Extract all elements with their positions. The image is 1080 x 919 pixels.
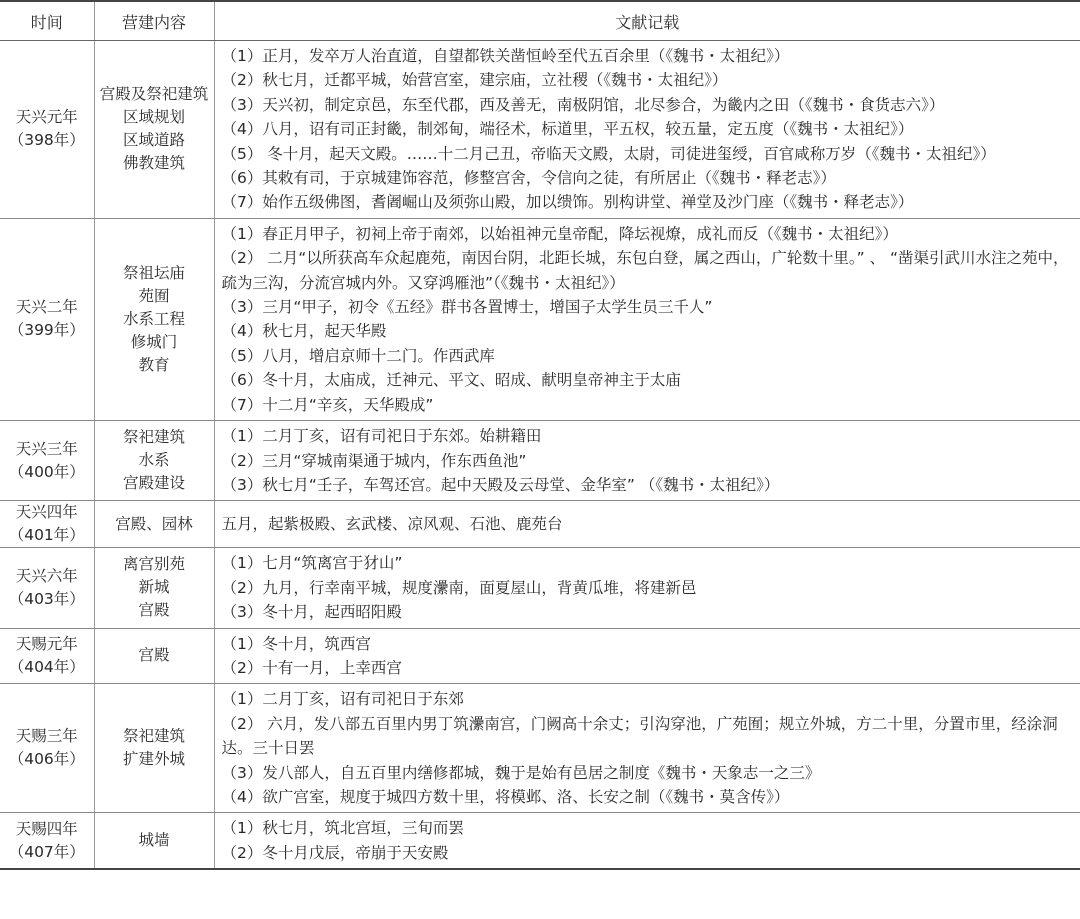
- construction-item: 城墙: [138, 831, 170, 850]
- record-entry: （4）八月，诏有司正封畿，制郊甸，端径术，标道里，平五权，较五量，定五度（《魏书・太祖纪》）: [221, 120, 914, 139]
- reign-year: 天兴四年: [15, 503, 78, 522]
- reign-year: 天兴六年: [15, 566, 78, 585]
- table-row: [0, 41, 1080, 219]
- table-row: [0, 218, 1080, 420]
- records-cell: [214, 218, 1080, 420]
- construction-content-cell: [94, 813, 214, 869]
- construction-item: 宫殿及祭祀建筑: [99, 85, 209, 104]
- record-entry: （3）冬十月，起西昭阳殿: [221, 603, 402, 622]
- record-entry: （2）秋七月，迁都平城，始营宫室，建宗庙，立社稷（《魏书・太祖纪》）: [221, 71, 728, 90]
- record-entry: （7）十二月“辛亥，天华殿成”: [221, 395, 434, 414]
- time-cell: [0, 421, 94, 501]
- table-row: [0, 501, 1080, 548]
- ad-year: （398年）: [8, 131, 85, 150]
- record-entry: （1）正月，发卒万人治直道，自望都铁关凿恒岭至代五百余里（《魏书・太祖纪》）: [221, 47, 790, 65]
- record-entry: （2）九月，行幸南平城，规度㶟南，面夏屋山，背黄瓜堆，将建新邑: [221, 578, 697, 597]
- construction-content-cell: [94, 41, 214, 219]
- construction-item: 苑囿: [138, 286, 170, 305]
- records-cell: [214, 628, 1080, 684]
- ad-year: （401年）: [8, 526, 85, 545]
- ad-year: （407年）: [8, 842, 85, 861]
- record-entry: （4）秋七月，起天华殿: [221, 322, 387, 341]
- record-entry: （2）十有一月，上幸西宫: [221, 658, 402, 677]
- header-content: 营建内容: [94, 1, 214, 41]
- record-entry: （7）始作五级佛图，耆阇崛山及须弥山殿，加以缋饰。别构讲堂、禅堂及沙门座（《魏书・释老志》）: [221, 193, 914, 212]
- construction-item: 区域道路: [122, 131, 185, 150]
- construction-item: 教育: [138, 355, 170, 374]
- record-entry: （1）冬十月，筑西宫: [221, 634, 371, 653]
- construction-content-cell: [94, 628, 214, 684]
- time-cell: [0, 684, 94, 813]
- ad-year: （404年）: [8, 657, 85, 676]
- header-row: [0, 1, 1080, 41]
- construction-content-cell: [94, 218, 214, 420]
- records-cell: [214, 548, 1080, 628]
- table-row: [0, 548, 1080, 628]
- time-cell: [0, 628, 94, 684]
- time-cell: [0, 41, 94, 219]
- record-entry: （2）三月“穿城南渠通于城内，作东西鱼池”: [221, 451, 527, 470]
- record-entry: （5）八月，增启京师十二门。作西武库: [221, 346, 495, 365]
- record-entry: （3）秋七月“壬子，车驾还宫。起中天殿及云母堂、金华室” （《魏书・太祖纪》）: [221, 475, 780, 494]
- record-entry: （6）其敕有司，于京城建饰容范，修整宫舍，令信向之徒，有所居止（《魏书・释老志》）: [221, 169, 836, 188]
- ad-year: （400年）: [8, 462, 85, 481]
- ad-year: （406年）: [8, 750, 85, 769]
- reign-year: 天兴三年: [15, 439, 78, 458]
- record-entry: （1）秋七月，筑北宫垣，三旬而罢: [221, 819, 464, 838]
- records-cell: [214, 41, 1080, 219]
- records-cell: [214, 813, 1080, 869]
- record-entry: （1）二月丁亥，诏有司祀日于东郊: [221, 690, 464, 709]
- construction-item: 扩建外城: [122, 750, 185, 769]
- construction-item: 离宫别苑: [122, 555, 185, 574]
- construction-content-cell: [94, 501, 214, 548]
- records-cell: [214, 421, 1080, 501]
- record-entry: （1）七月“筑离宫于犲山”: [221, 554, 403, 573]
- record-entry: （2） 二月“以所获高车众起鹿苑，南因台阴，北距长城，东包白登，属之西山，广轮数十里。” 、 “凿渠引武川水注之苑中，疏为三沟，分流宫城内外。又穿鸿雁池”（《魏书・太祖纪》）: [221, 249, 1069, 292]
- record-entry: （3）天兴初，制定京邑，东至代郡，西及善无，南极阴馆，北尽参合，为畿内之田（《魏书・食货志六》）: [221, 95, 945, 114]
- construction-item: 祭祀建筑: [122, 727, 185, 746]
- record-entry: （3）三月“甲子，初令《五经》群书各置博士，增国子太学生员三千人”: [221, 298, 713, 317]
- table-row: [0, 684, 1080, 813]
- ad-year: （399年）: [8, 321, 85, 340]
- table-row: [0, 421, 1080, 501]
- time-cell: [0, 813, 94, 869]
- record-entry: （1）春正月甲子，初祠上帝于南郊，以始祖神元皇帝配，降坛视燎，成礼而反（《魏书・太祖纪》）: [221, 224, 898, 243]
- construction-item: 宫殿、园林: [115, 514, 193, 533]
- time-cell: [0, 218, 94, 420]
- reign-year: 天赐三年: [15, 727, 78, 746]
- record-entry: （3）发八部人，自五百里内缮修都城，魏于是始有邑居之制度《魏书・天象志一之三》: [221, 763, 821, 782]
- construction-item: 水系工程: [122, 309, 185, 328]
- table-row: [0, 813, 1080, 869]
- header-records: 文献记载: [214, 1, 1080, 41]
- reign-year: 天赐四年: [15, 819, 78, 838]
- header-time: 时间: [0, 1, 94, 41]
- construction-item: 宫殿: [138, 646, 170, 665]
- records-cell: [214, 501, 1080, 548]
- reign-year: 天赐元年: [15, 634, 78, 653]
- construction-item: 宫殿建设: [122, 474, 185, 493]
- construction-content-cell: [94, 421, 214, 501]
- record-entry: （2） 六月，发八部五百里内男丁筑㶟南宫，门阙高十余丈；引沟穿池，广苑囿；规立外城，方二十里，分置市里，经涂洞达。三十日罢: [221, 714, 1058, 758]
- record-entry: （2）冬十月戊辰，帝崩于天安殿: [221, 843, 449, 862]
- records-cell: [214, 684, 1080, 813]
- construction-item: 区域规划: [122, 108, 185, 127]
- time-cell: [0, 501, 94, 548]
- construction-item: 修城门: [130, 332, 178, 351]
- reign-year: 天兴二年: [15, 298, 78, 317]
- construction-content-cell: [94, 684, 214, 813]
- construction-item: 佛教建筑: [122, 154, 185, 173]
- construction-item: 水系: [138, 451, 170, 470]
- construction-item: 新城: [138, 578, 170, 597]
- time-cell: [0, 548, 94, 628]
- record-entry: （4）欲广宫室，规度于城四方数十里，将模邺、洛、长安之制（《魏书・莫含传》）: [221, 787, 790, 806]
- reign-year: 天兴元年: [15, 108, 78, 127]
- table-row: [0, 628, 1080, 684]
- ad-year: （403年）: [8, 589, 85, 608]
- record-entry: （6）冬十月，太庙成，迁神元、平文、昭成、献明皇帝神主于太庙: [221, 371, 681, 390]
- construction-content-cell: [94, 548, 214, 628]
- construction-item: 宫殿: [138, 601, 170, 620]
- record-entry: （5） 冬十月，起天文殿。……十二月己丑，帝临天文殿，太尉，司徒进玺绶，百官咸称万岁（《魏书・太祖纪》）: [221, 144, 996, 163]
- record-entry: （1）二月丁亥，诏有司祀日于东郊。始耕籍田: [221, 427, 542, 446]
- construction-item: 祭祖坛庙: [122, 263, 185, 282]
- record-entry: 五月，起紫极殿、玄武楼、凉风观、石池、鹿苑台: [221, 515, 563, 534]
- construction-item: 祭祀建筑: [122, 428, 185, 447]
